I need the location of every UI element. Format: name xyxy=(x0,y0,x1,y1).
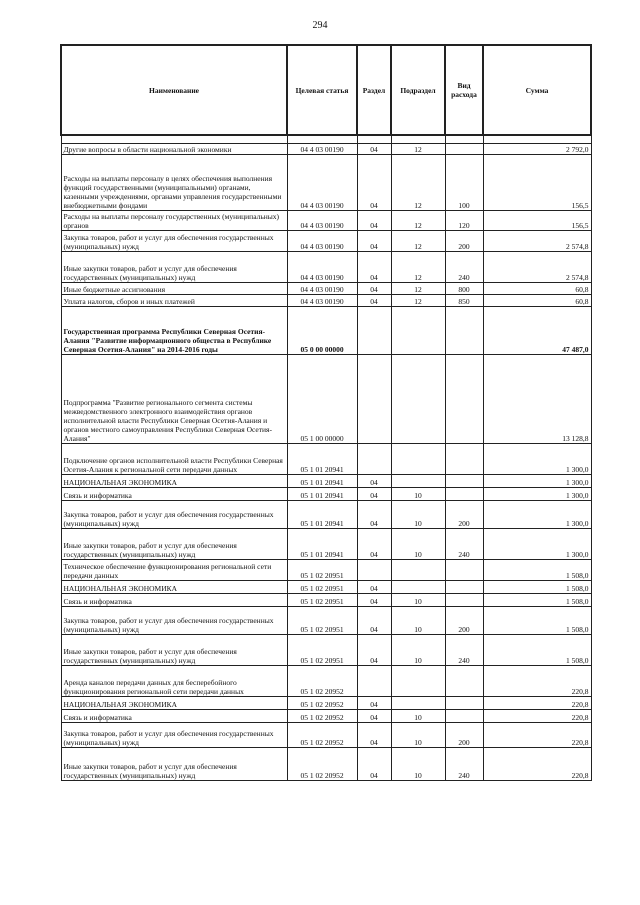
cell-subsection: 10 xyxy=(391,607,445,635)
cell-name: Иные закупки товаров, работ и услуг для обеспечения государственных (муниципальных) нужд xyxy=(61,635,287,666)
cell-amount: 220,8 xyxy=(483,723,591,748)
cell-section: 04 xyxy=(357,488,391,501)
cell-target-article: 05 0 00 00000 xyxy=(287,307,357,355)
header-expense-type: Вид расхода xyxy=(445,45,483,135)
cell-amount: 2 574,8 xyxy=(483,231,591,252)
cell-section: 04 xyxy=(357,748,391,781)
cell-target-article: 04 4 03 00190 xyxy=(287,252,357,283)
cell-subsection: 10 xyxy=(391,723,445,748)
cell-target-article: 05 1 02 20951 xyxy=(287,594,357,607)
cell-subsection xyxy=(391,560,445,581)
cell-subsection: 12 xyxy=(391,211,445,231)
cell-subsection: 10 xyxy=(391,710,445,723)
cell-subsection: 10 xyxy=(391,594,445,607)
cell-subsection xyxy=(391,444,445,475)
header-spacer-row xyxy=(61,135,591,144)
cell-name: НАЦИОНАЛЬНАЯ ЭКОНОМИКА xyxy=(61,697,287,710)
table-row xyxy=(61,607,591,635)
table-row xyxy=(61,710,591,723)
cell-section: 04 xyxy=(357,295,391,307)
cell-name: Закупка товаров, работ и услуг для обеспечения государственных (муниципальных) нужд xyxy=(61,723,287,748)
cell-expense-type xyxy=(445,581,483,594)
cell-name: Подключение органов исполнительной власти Республики Северная Осетия-Алания к региональной сети передачи данных xyxy=(61,444,287,475)
cell-subsection: 12 xyxy=(391,155,445,211)
table-row xyxy=(61,475,591,488)
cell-subsection: 10 xyxy=(391,635,445,666)
cell-name: Связь и информатика xyxy=(61,710,287,723)
cell-expense-type: 240 xyxy=(445,635,483,666)
cell-target-article: 05 1 01 20941 xyxy=(287,444,357,475)
cell-name: Закупка товаров, работ и услуг для обеспечения государственных (муниципальных) нужд xyxy=(61,501,287,529)
cell-name: Подпрограмма "Развитие регионального сегмента системы межведомственного электронного взаимодействия органов исполнительной власти Республики Северная Осетия-Алания и органов местного самоуправления Республики Северная Осетия-Алания" xyxy=(61,355,287,444)
table-row xyxy=(61,231,591,252)
cell-section: 04 xyxy=(357,252,391,283)
cell-section: 04 xyxy=(357,607,391,635)
cell-section xyxy=(357,666,391,697)
cell-expense-type: 240 xyxy=(445,252,483,283)
cell-name: Техническое обеспечение функционирования региональной сети передачи данных xyxy=(61,560,287,581)
cell-subsection: 12 xyxy=(391,231,445,252)
cell-amount: 1 300,0 xyxy=(483,488,591,501)
cell-subsection xyxy=(391,666,445,697)
cell-name: Другие вопросы в области национальной экономики xyxy=(61,144,287,155)
cell-target-article: 04 4 03 00190 xyxy=(287,295,357,307)
table-row xyxy=(61,697,591,710)
cell-section: 04 xyxy=(357,635,391,666)
budget-table xyxy=(60,44,592,781)
table-row xyxy=(61,307,591,355)
cell-name: Связь и информатика xyxy=(61,488,287,501)
cell-amount: 60,8 xyxy=(483,295,591,307)
cell-name: Расходы на выплаты персоналу в целях обеспечения выполнения функций государственными (муниципальными) органами, казенными учреждениями, органами управления государственными внебюджетными фондами xyxy=(61,155,287,211)
cell-expense-type xyxy=(445,355,483,444)
cell-target-article: 05 1 01 20941 xyxy=(287,529,357,560)
cell-amount: 1 508,0 xyxy=(483,560,591,581)
cell-target-article: 04 4 03 00190 xyxy=(287,283,357,295)
cell-amount: 1 508,0 xyxy=(483,607,591,635)
cell-subsection xyxy=(391,581,445,594)
table-row xyxy=(61,488,591,501)
cell-expense-type xyxy=(445,666,483,697)
cell-expense-type: 100 xyxy=(445,155,483,211)
table-row xyxy=(61,748,591,781)
cell-target-article: 05 1 02 20952 xyxy=(287,666,357,697)
cell-target-article: 05 1 02 20952 xyxy=(287,723,357,748)
cell-expense-type xyxy=(445,307,483,355)
table-row xyxy=(61,529,591,560)
cell-amount: 1 300,0 xyxy=(483,444,591,475)
table-row xyxy=(61,355,591,444)
cell-amount: 47 487,0 xyxy=(483,307,591,355)
cell-subsection: 10 xyxy=(391,748,445,781)
cell-target-article: 05 1 01 20941 xyxy=(287,488,357,501)
cell-amount: 220,8 xyxy=(483,748,591,781)
table-row xyxy=(61,155,591,211)
cell-target-article: 04 4 03 00190 xyxy=(287,144,357,155)
cell-name: Закупка товаров, работ и услуг для обеспечения государственных (муниципальных) нужд xyxy=(61,607,287,635)
cell-amount: 1 300,0 xyxy=(483,501,591,529)
cell-amount: 13 128,8 xyxy=(483,355,591,444)
table-header xyxy=(61,45,591,135)
cell-amount: 220,8 xyxy=(483,710,591,723)
cell-section: 04 xyxy=(357,529,391,560)
cell-section: 04 xyxy=(357,581,391,594)
cell-amount: 60,8 xyxy=(483,283,591,295)
cell-section: 04 xyxy=(357,594,391,607)
cell-section: 04 xyxy=(357,155,391,211)
cell-name: Расходы на выплаты персоналу государственных (муниципальных) органов xyxy=(61,211,287,231)
cell-expense-type xyxy=(445,144,483,155)
cell-name: НАЦИОНАЛЬНАЯ ЭКОНОМИКА xyxy=(61,581,287,594)
table-row xyxy=(61,144,591,155)
cell-amount: 220,8 xyxy=(483,697,591,710)
cell-name: НАЦИОНАЛЬНАЯ ЭКОНОМИКА xyxy=(61,475,287,488)
cell-amount: 220,8 xyxy=(483,666,591,697)
cell-expense-type xyxy=(445,488,483,501)
cell-section xyxy=(357,307,391,355)
cell-name: Иные бюджетные ассигнования xyxy=(61,283,287,295)
cell-subsection xyxy=(391,697,445,710)
cell-section: 04 xyxy=(357,501,391,529)
cell-name: Уплата налогов, сборов и иных платежей xyxy=(61,295,287,307)
cell-name: Аренда каналов передачи данных для бесперебойного функционирования региональной сети передачи данных xyxy=(61,666,287,697)
cell-target-article: 05 1 02 20951 xyxy=(287,560,357,581)
cell-section xyxy=(357,444,391,475)
cell-section: 04 xyxy=(357,475,391,488)
table-row xyxy=(61,635,591,666)
cell-expense-type xyxy=(445,594,483,607)
cell-amount: 1 508,0 xyxy=(483,581,591,594)
cell-subsection xyxy=(391,355,445,444)
cell-expense-type: 120 xyxy=(445,211,483,231)
cell-expense-type: 850 xyxy=(445,295,483,307)
cell-section: 04 xyxy=(357,710,391,723)
cell-section: 04 xyxy=(357,283,391,295)
page-number: 294 xyxy=(312,20,328,31)
cell-target-article: 05 1 02 20952 xyxy=(287,697,357,710)
cell-subsection: 12 xyxy=(391,283,445,295)
cell-name: Связь и информатика xyxy=(61,594,287,607)
cell-expense-type: 200 xyxy=(445,231,483,252)
cell-amount: 156,5 xyxy=(483,211,591,231)
cell-expense-type: 200 xyxy=(445,723,483,748)
cell-subsection: 12 xyxy=(391,144,445,155)
cell-amount: 1 300,0 xyxy=(483,529,591,560)
cell-expense-type xyxy=(445,475,483,488)
table-row xyxy=(61,295,591,307)
cell-amount: 2 574,8 xyxy=(483,252,591,283)
cell-expense-type: 200 xyxy=(445,501,483,529)
cell-section: 04 xyxy=(357,144,391,155)
table-row xyxy=(61,594,591,607)
table-body xyxy=(61,135,591,781)
cell-expense-type: 240 xyxy=(445,748,483,781)
cell-subsection xyxy=(391,307,445,355)
cell-amount: 2 792,0 xyxy=(483,144,591,155)
cell-expense-type xyxy=(445,697,483,710)
cell-subsection: 10 xyxy=(391,529,445,560)
cell-section: 04 xyxy=(357,211,391,231)
cell-target-article: 05 1 01 20941 xyxy=(287,475,357,488)
cell-section xyxy=(357,560,391,581)
cell-target-article: 04 4 03 00190 xyxy=(287,155,357,211)
cell-name: Иные закупки товаров, работ и услуг для обеспечения государственных (муниципальных) нужд xyxy=(61,529,287,560)
table-row xyxy=(61,560,591,581)
cell-target-article: 04 4 03 00190 xyxy=(287,231,357,252)
cell-amount: 1 508,0 xyxy=(483,594,591,607)
cell-subsection: 12 xyxy=(391,295,445,307)
cell-amount: 1 508,0 xyxy=(483,635,591,666)
table-row xyxy=(61,252,591,283)
cell-expense-type xyxy=(445,710,483,723)
cell-target-article: 05 1 02 20951 xyxy=(287,635,357,666)
cell-section: 04 xyxy=(357,723,391,748)
cell-expense-type xyxy=(445,444,483,475)
cell-subsection: 10 xyxy=(391,501,445,529)
table-row xyxy=(61,501,591,529)
table-row xyxy=(61,283,591,295)
table-row xyxy=(61,723,591,748)
cell-amount: 1 300,0 xyxy=(483,475,591,488)
table-row xyxy=(61,581,591,594)
cell-name: Иные закупки товаров, работ и услуг для обеспечения государственных (муниципальных) нужд xyxy=(61,748,287,781)
cell-subsection: 10 xyxy=(391,488,445,501)
cell-expense-type: 240 xyxy=(445,529,483,560)
header-subsection: Подраздел xyxy=(391,45,445,135)
cell-target-article: 05 1 00 00000 xyxy=(287,355,357,444)
cell-expense-type xyxy=(445,560,483,581)
cell-target-article: 05 1 02 20951 xyxy=(287,607,357,635)
cell-target-article: 05 1 02 20952 xyxy=(287,748,357,781)
cell-section: 04 xyxy=(357,231,391,252)
cell-target-article: 05 1 02 20951 xyxy=(287,581,357,594)
cell-expense-type: 200 xyxy=(445,607,483,635)
cell-expense-type: 800 xyxy=(445,283,483,295)
cell-target-article: 04 4 03 00190 xyxy=(287,211,357,231)
header-section: Раздел xyxy=(357,45,391,135)
cell-target-article: 05 1 02 20952 xyxy=(287,710,357,723)
header-target-article: Целевая статья xyxy=(287,45,357,135)
cell-name: Государственная программа Республики Северная Осетия-Алания "Развитие информационного общества в Республике Северная Осетия-Алания" на 2014-2016 годы xyxy=(61,307,287,355)
cell-subsection xyxy=(391,475,445,488)
cell-amount: 156,5 xyxy=(483,155,591,211)
table-row xyxy=(61,211,591,231)
header-name: Наименование xyxy=(61,45,287,135)
cell-name: Закупка товаров, работ и услуг для обеспечения государственных (муниципальных) нужд xyxy=(61,231,287,252)
cell-section: 04 xyxy=(357,697,391,710)
cell-section xyxy=(357,355,391,444)
cell-subsection: 12 xyxy=(391,252,445,283)
table-row xyxy=(61,444,591,475)
header-amount: Сумма xyxy=(483,45,591,135)
table-row xyxy=(61,666,591,697)
cell-target-article: 05 1 01 20941 xyxy=(287,501,357,529)
cell-name: Иные закупки товаров, работ и услуг для обеспечения государственных (муниципальных) нужд xyxy=(61,252,287,283)
